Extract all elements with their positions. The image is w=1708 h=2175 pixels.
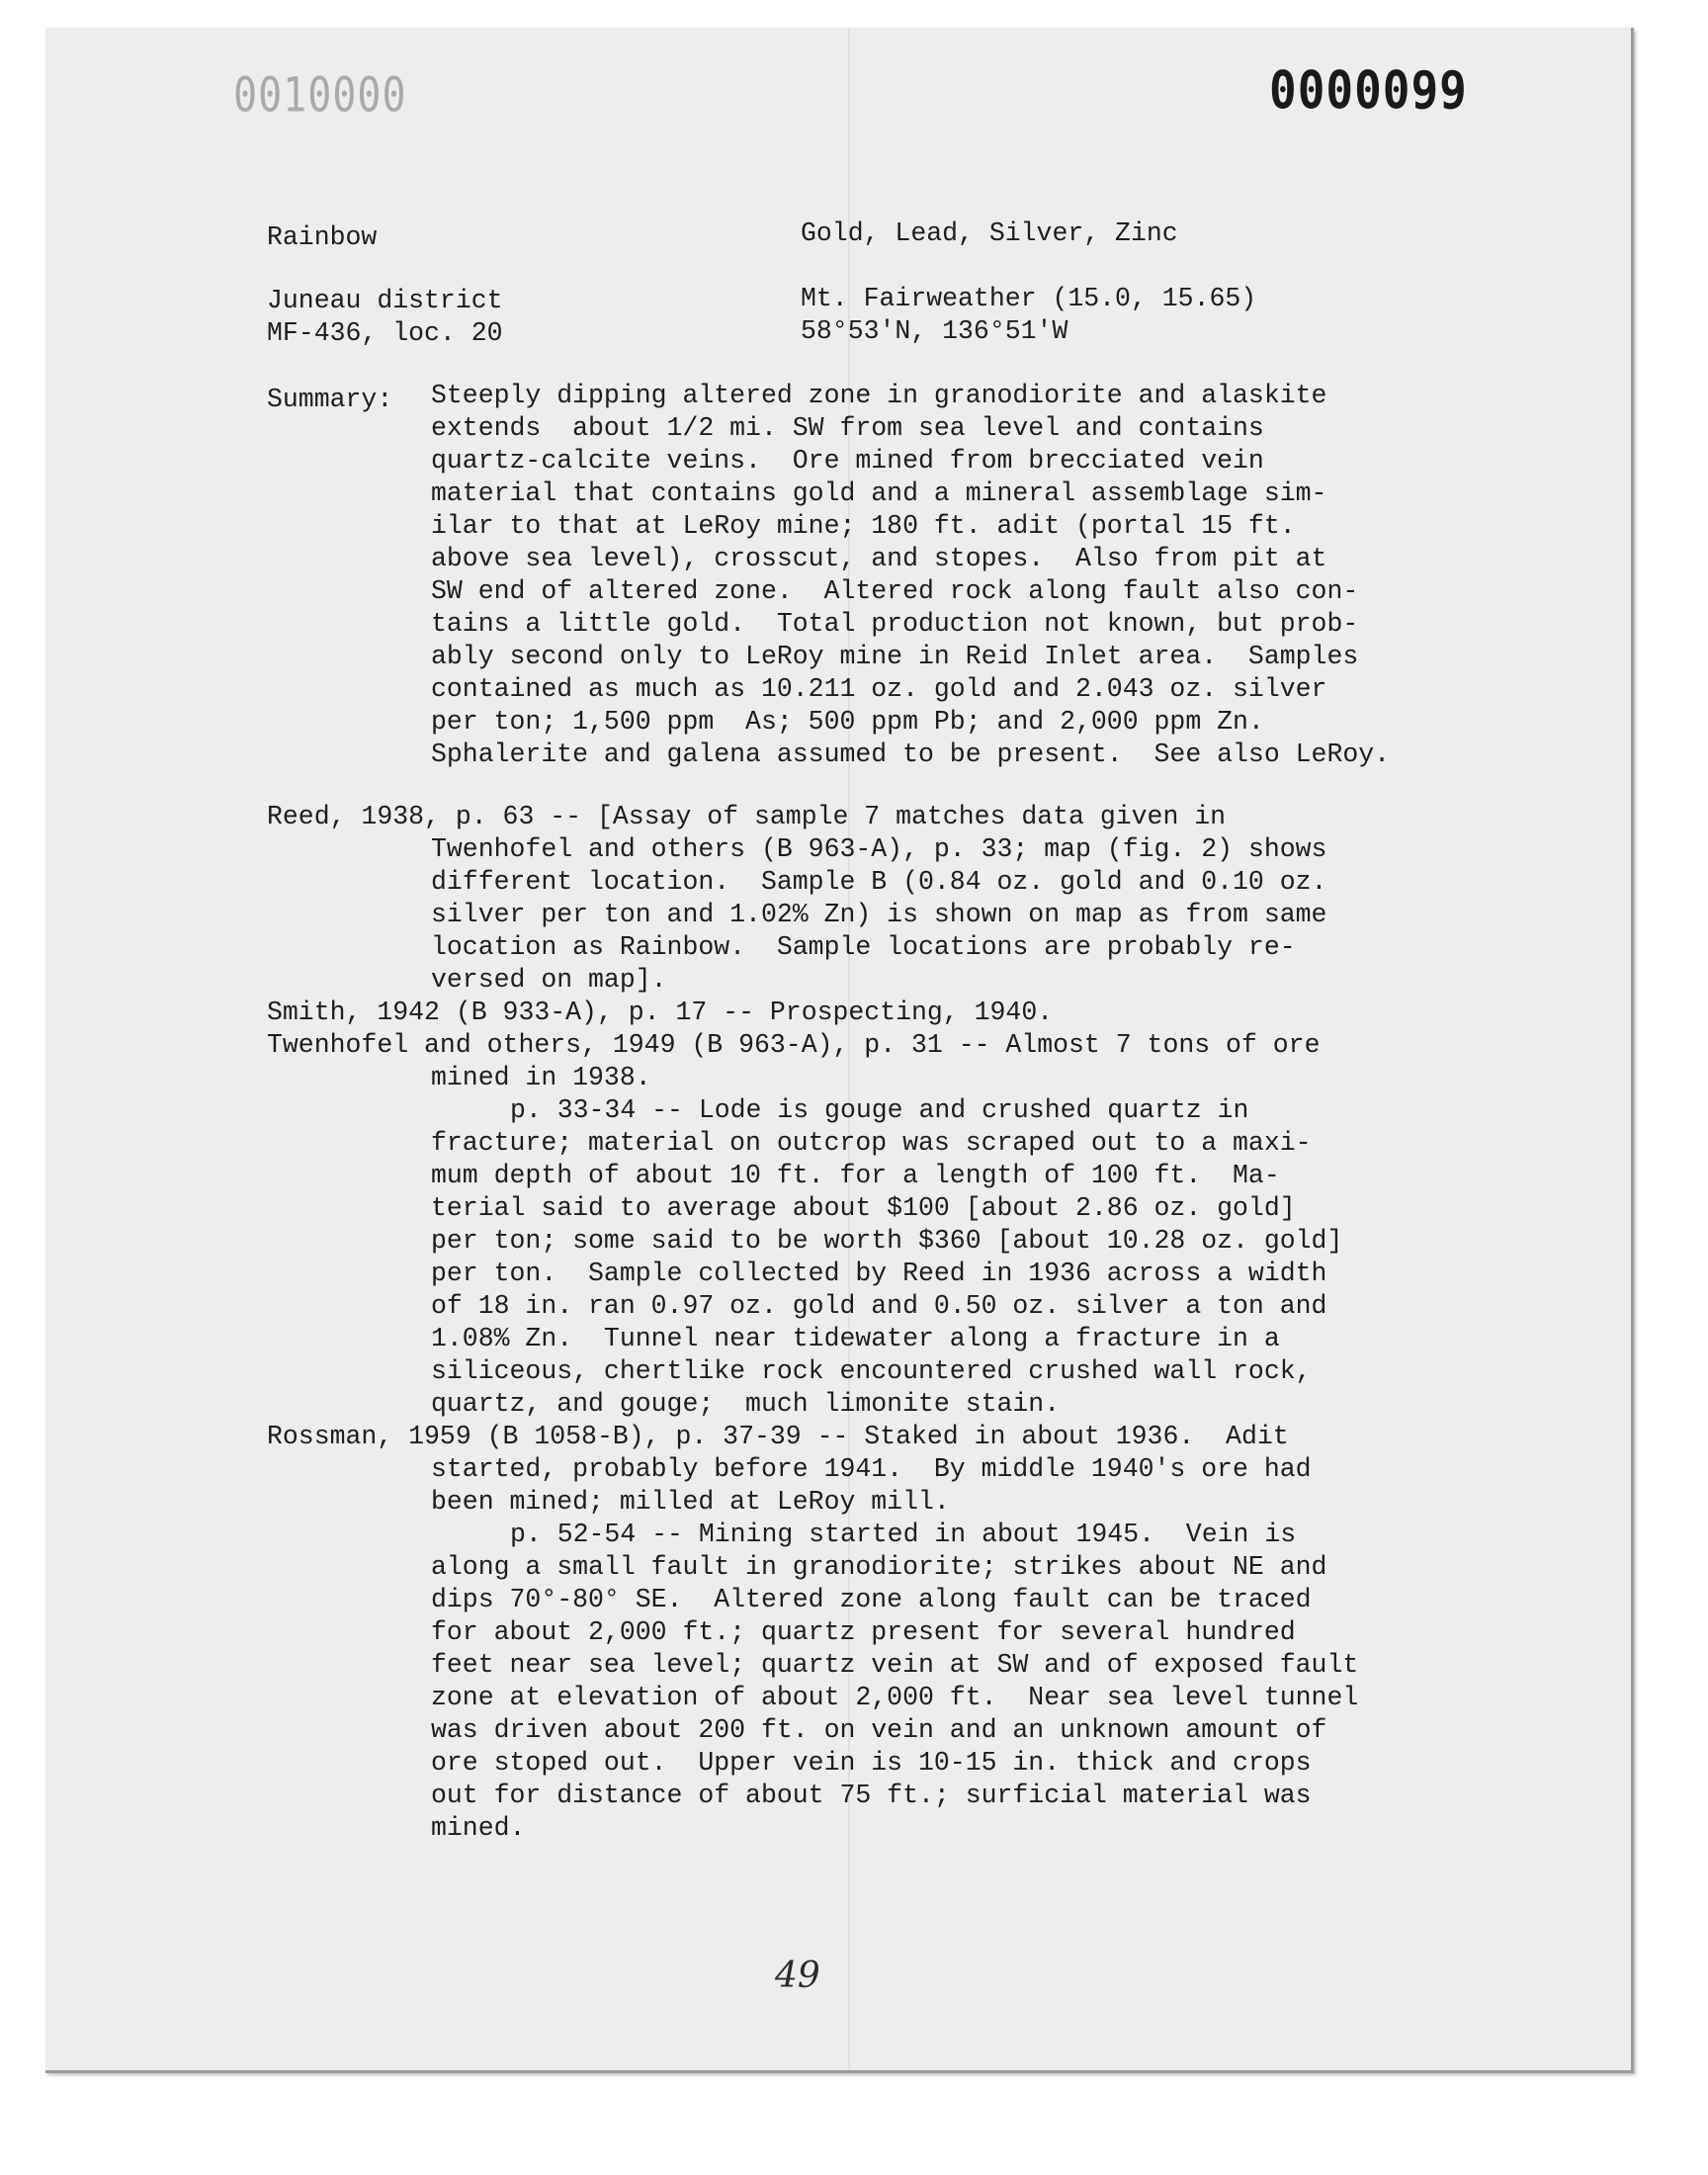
reference-line: started, probably before 1941. By middle 1940's ore had [431,1454,1312,1484]
reference-line: Reed, 1938, p. 63 -- [Assay of sample 7 matches data given in [267,802,1227,831]
references [267,801,1358,1845]
reference-line: 1.08% Zn. Tunnel near tidewater along a fracture in a [431,1324,1280,1353]
reference-line: terial said to average about $100 [about 2.86 oz. gold] [431,1193,1296,1223]
district: Juneau district [267,286,503,315]
reference-line: different location. Sample B (0.84 oz. gold and 0.10 oz. [431,867,1327,897]
reference-line: feet near sea level; quartz vein at SW and of exposed fault [431,1650,1359,1680]
summary-line: Steeply dipping altered zone in granodiorite and alaskite [431,381,1327,410]
commodities: Gold, Lead, Silver, Zinc [801,218,1178,248]
reference-line: quartz, and gouge; much limonite stain. [431,1389,1061,1419]
summary-line: Sphalerite and galena assumed to be present. See also LeRoy. [431,740,1391,769]
reference-line: silver per ton and 1.02% Zn) is shown on map as from same [431,900,1327,929]
reference-line: fracture; material on outcrop was scraped out to a maxi- [431,1128,1312,1158]
summary-label: Summary: [267,385,393,414]
summary-line: ably second only to LeRoy mine in Reid Inlet area. Samples [431,642,1359,671]
reference-line: dips 70°-80° SE. Altered zone along fault can be traced [431,1585,1312,1614]
reference-line: versed on map]. [431,965,667,995]
stamp-right: 0000099 [1269,58,1468,122]
summary-line: quartz-calcite veins. Ore mined from brecciated vein [431,446,1264,476]
map-reference: MF-436, loc. 20 [267,318,503,348]
reference-line: been mined; milled at LeRoy mill. [431,1487,950,1517]
page-number: 49 [775,1956,820,1996]
reference-line: per ton. Sample collected by Reed in 1936 across a width [431,1259,1327,1288]
reference-line: siliceous, chertlike rock encountered crushed wall rock, [431,1356,1312,1386]
reference-line: mined. [431,1813,526,1843]
summary-text [431,380,1390,771]
summary-line: tains a little gold. Total production not known, but prob- [431,609,1359,639]
reference-line: for about 2,000 ft.; quartz present for several hundred [431,1617,1296,1647]
summary-line: extends about 1/2 mi. SW from sea level and contains [431,413,1264,443]
reference-line: along a small fault in granodiorite; strikes about NE and [431,1552,1327,1582]
stamp-left: 0010000 [233,68,407,124]
reference-line: mum depth of about 10 ft. for a length of 100 ft. Ma- [431,1161,1280,1190]
summary-line: SW end of altered zone. Altered rock along fault also con- [431,576,1359,606]
reference-line: Twenhofel and others, 1949 (B 963-A), p. 31 -- Almost 7 tons of ore [267,1030,1321,1060]
summary-line: above sea level), crosscut, and stopes. Also from pit at [431,544,1327,573]
summary-line: contained as much as 10.211 oz. gold and 2.043 oz. silver [431,674,1327,704]
reference-line: was driven about 200 ft. on vein and an unknown amount of [431,1715,1327,1745]
reference-line: ore stoped out. Upper vein is 10-15 in. thick and crops [431,1748,1312,1778]
coordinates: 58°53'N, 136°51'W [801,316,1068,346]
reference-line: zone at elevation of about 2,000 ft. Near sea level tunnel [431,1683,1359,1712]
summary-line: ilar to that at LeRoy mine; 180 ft. adit (portal 15 ft. [431,511,1296,541]
reference-line: Smith, 1942 (B 933-A), p. 17 -- Prospecting, 1940. [267,998,1054,1027]
reference-line: mined in 1938. [431,1063,651,1092]
deposit-name: Rainbow [267,222,378,252]
reference-line: p. 33-34 -- Lode is gouge and crushed quartz in [510,1095,1249,1125]
reference-line: out for distance of about 75 ft.; surficial material was [431,1781,1312,1810]
summary-line: per ton; 1,500 ppm As; 500 ppm Pb; and 2,000 ppm Zn. [431,707,1264,737]
reference-line: of 18 in. ran 0.97 oz. gold and 0.50 oz. silver a ton and [431,1291,1327,1321]
reference-line: location as Rainbow. Sample locations are probably re- [431,932,1296,962]
reference-line: p. 52-54 -- Mining started in about 1945. Vein is [510,1520,1297,1549]
quadrangle: Mt. Fairweather (15.0, 15.65) [801,284,1257,313]
reference-line: per ton; some said to be worth $360 [about 10.28 oz. gold] [431,1226,1343,1256]
reference-line: Twenhofel and others (B 963-A), p. 33; map (fig. 2) shows [431,834,1327,864]
summary-line: material that contains gold and a mineral assemblage sim- [431,478,1327,508]
reference-line: Rossman, 1959 (B 1058-B), p. 37-39 -- Staked in about 1936. Adit [267,1422,1289,1451]
